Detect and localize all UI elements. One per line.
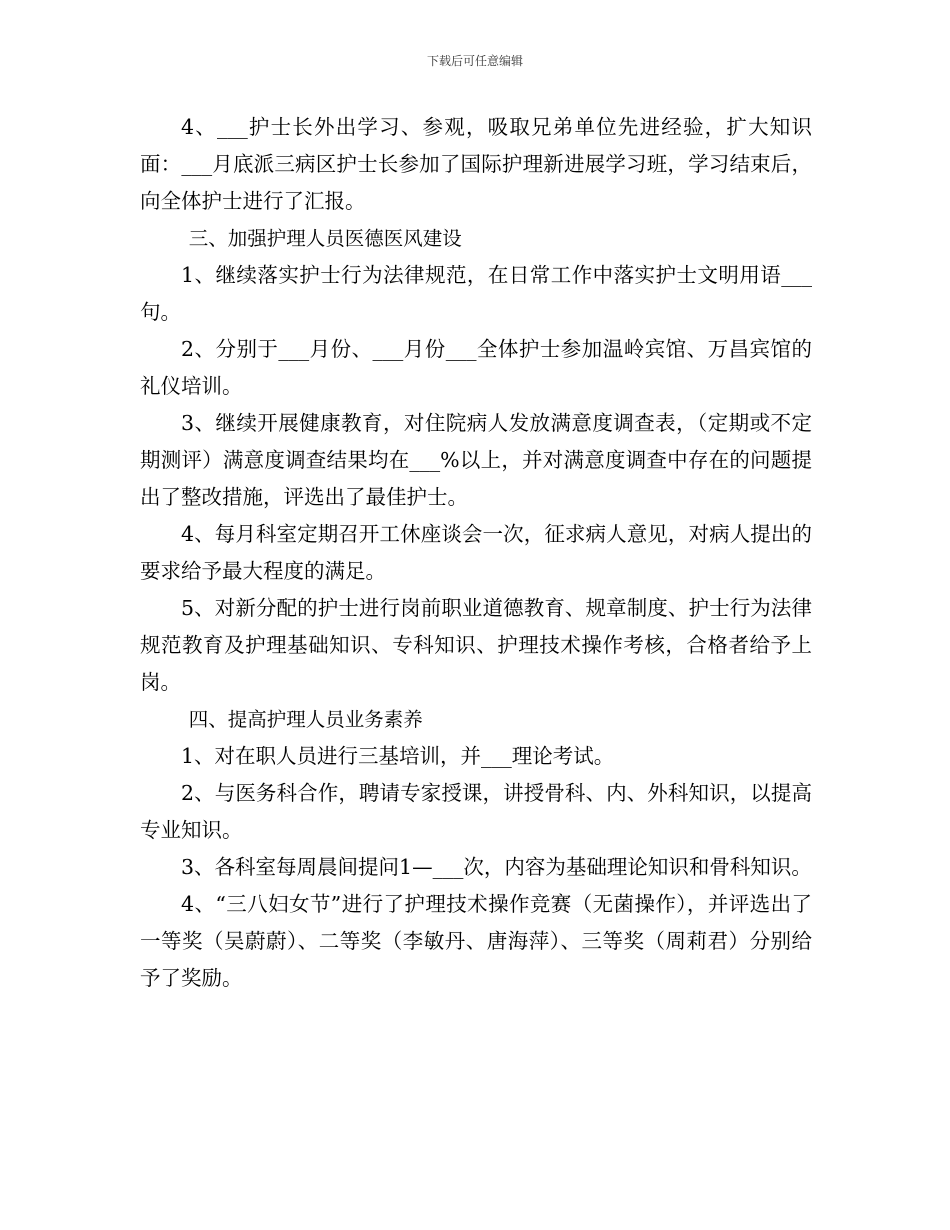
paragraph: 4、每月科室定期召开工休座谈会一次，征求病人意见，对病人提出的要求给予最大程度的满足。 (140, 522, 812, 583)
section-heading: 三、加强护理人员医德医风建设 (188, 227, 462, 250)
section-heading: 四、提高护理人员业务素养 (188, 708, 423, 731)
paragraph: 4、“三八妇女节”进行了护理技术操作竞赛（无菌操作），并评选出了一等奖（吴蔚蔚）、二等奖（李敏丹、唐海萍）、三等奖（周莉君）分别给予了奖励。 (140, 892, 812, 990)
paragraph: 2、与医务科合作，聘请专家授课，讲授骨科、内、外科知识，以提高专业知识。 (140, 781, 812, 842)
paragraph: 1、对在职人员进行三基培训，并___理论考试。 (181, 744, 615, 768)
paragraph: 5、对新分配的护士进行岗前职业道德教育、规章制度、护士行为法律规范教育及护理基础知识、专科知识、护理技术操作考核，合格者给予上岗。 (140, 596, 812, 694)
paragraph: 4、___护士长外出学习、参观，吸取兄弟单位先进经验，扩大知识面：___月底派三病区护士长参加了国际护理新进展学习班，学习结束后，向全体护士进行了汇报。 (140, 115, 812, 213)
paragraph: 2、分别于___月份、___月份___全体护士参加温岭宾馆、万昌宾馆的礼仪培训。 (140, 337, 812, 398)
paragraph: 3、继续开展健康教育，对住院病人发放满意度调查表，（定期或不定期测评）满意度调查结果均在___%以上，并对满意度调查中存在的问题提出了整改措施，评选出了最佳护士。 (140, 411, 812, 509)
document-body (140, 109, 812, 997)
paragraph: 3、各科室每周晨间提问1—___次，内容为基础理论知识和骨科知识。 (181, 855, 812, 879)
page-header: 下载后可任意编辑 (426, 54, 523, 68)
paragraph: 1、继续落实护士行为法律规范，在日常工作中落实护士文明用语___句。 (140, 263, 812, 324)
